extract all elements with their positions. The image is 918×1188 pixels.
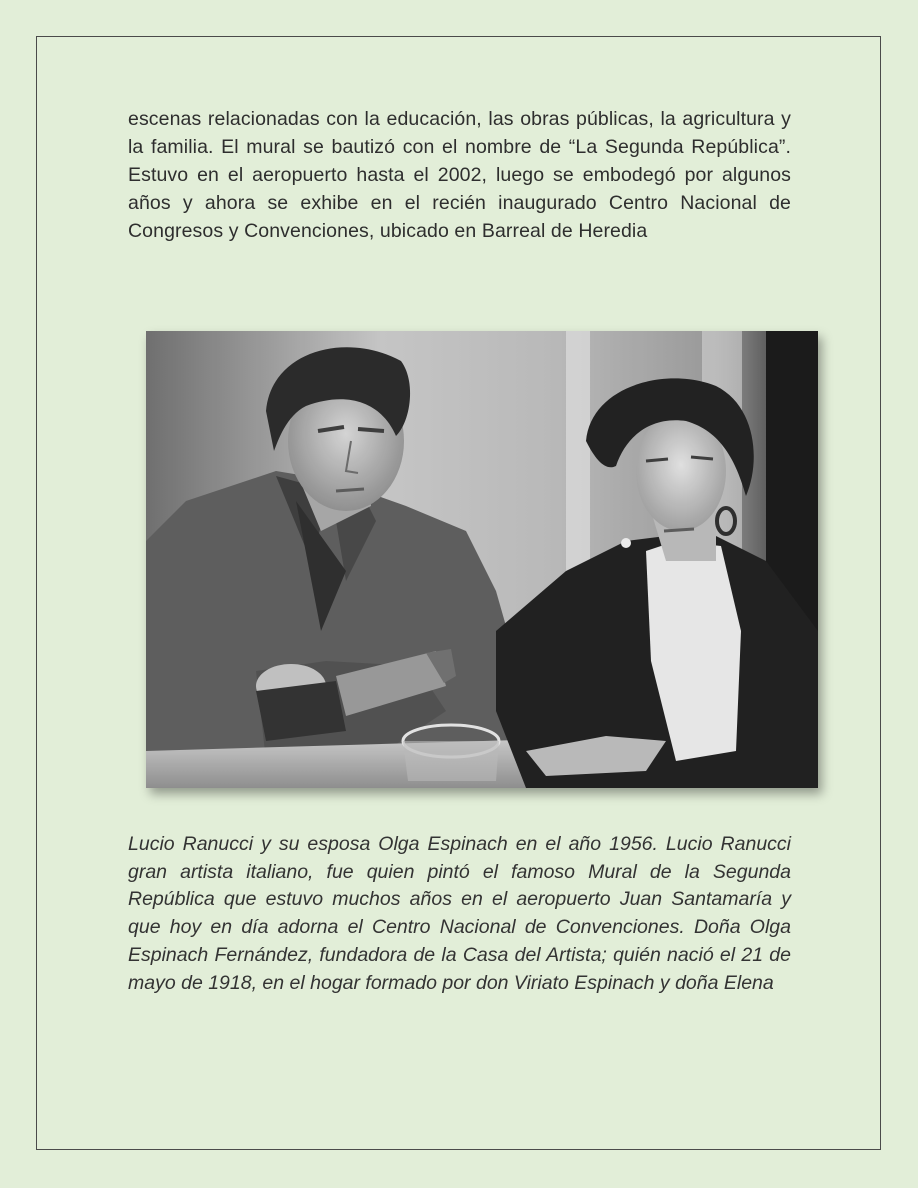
historical-photo [146, 331, 818, 788]
body-paragraph: escenas relacionadas con la educación, las obras públicas, la agricultura y la familia. El mural se bautizó con el nombre de “La Segunda República”. Estuvo en el aeropuerto hasta el 2002, luego se embodegó por algunos años y ahora se exhibe en el recién inaugurado Centro Nacional de Congresos y Convenciones, ubicado en Barreal de Heredia [128, 108, 791, 242]
photo-caption: Lucio Ranucci y su esposa Olga Espinach en el año 1956. Lucio Ranucci gran artista italiano, fue quien pintó el famoso Mural de la Segunda República que estuvo muchos años en el aeropuerto Juan Santamaría y que hoy en día adorna el Centro Nacional de Convenciones. Doña Olga Espinach Fernández, fundadora de la Casa del Artista; quién nació el 21 de mayo de 1918, en el hogar formado por don Viriato Espinach y doña Elena [128, 833, 791, 994]
photo-illustration [146, 331, 818, 788]
